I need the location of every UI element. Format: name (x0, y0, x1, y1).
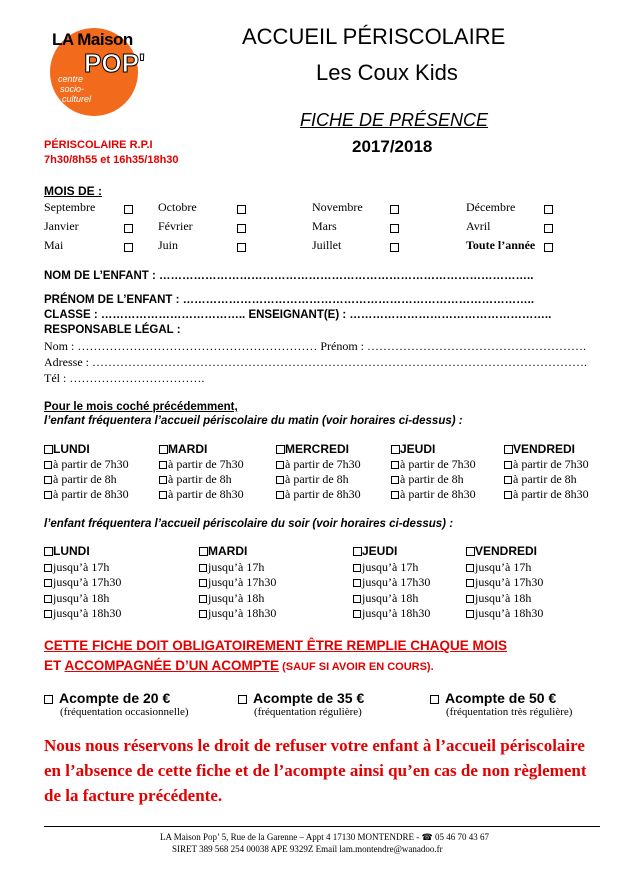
time-checkbox[interactable] (44, 564, 52, 572)
logo-sub2: socio- (60, 84, 85, 94)
time-checkbox[interactable] (391, 491, 399, 499)
school-year: 2017/2018 (352, 137, 433, 156)
time-checkbox[interactable] (44, 491, 52, 499)
time-option: à partir de 7h30 (168, 457, 244, 471)
time-option: jusqu’à 17h (53, 559, 110, 574)
time-checkbox[interactable] (504, 476, 512, 484)
footer-divider (44, 826, 600, 827)
time-checkbox[interactable] (159, 461, 167, 469)
time-option: jusqu’à 17h30 (208, 575, 277, 589)
day-label: VENDREDI (513, 442, 576, 456)
time-option: jusqu’à 18h (475, 590, 532, 605)
time-option: à partir de 7h30 (53, 457, 129, 471)
page-title: ACCUEIL PÉRISCOLAIRE (242, 24, 506, 49)
time-option: à partir de 8h (400, 472, 464, 486)
day-checkbox[interactable] (466, 547, 475, 556)
month-label: Mai (44, 238, 64, 252)
time-option: jusqu’à 17h (208, 559, 265, 574)
time-checkbox[interactable] (276, 461, 284, 469)
time-option: jusqu’à 17h30 (53, 575, 122, 589)
day-label: LUNDI (53, 544, 90, 558)
acompte-note: (fréquentation régulière) (254, 706, 362, 718)
legal-guardian-label: RESPONSABLE LÉGAL : (44, 324, 181, 336)
time-option: jusqu’à 18h (362, 590, 419, 605)
acompte-note: (fréquentation occasionnelle) (60, 706, 189, 718)
time-checkbox[interactable] (199, 610, 207, 618)
time-checkbox[interactable] (391, 476, 399, 484)
month-label: Février (158, 219, 193, 233)
month-checkbox[interactable] (237, 224, 246, 233)
day-label: LUNDI (53, 442, 90, 456)
time-checkbox[interactable] (159, 476, 167, 484)
time-option: à partir de 7h30 (285, 457, 361, 471)
time-option: jusqu’à 18h30 (208, 606, 277, 620)
month-label: Juin (158, 238, 179, 252)
child-firstname-field[interactable]: PRÉNOM DE L’ENFANT : ……………………………………………………………………………….. (44, 294, 535, 306)
logo-line1: LA Maison (52, 30, 133, 49)
notice-part: (SAUF SI AVOIR EN COURS). (279, 661, 434, 673)
address-field[interactable]: Adresse : ……………………………………………………………………………………………………………. (44, 355, 587, 369)
time-option: jusqu’à 18h30 (475, 606, 544, 620)
time-checkbox[interactable] (159, 491, 167, 499)
acompte-option[interactable] (44, 690, 244, 718)
footer-siret: SIRET 389 568 254 00038 APE 9329Z Email lam.montendre@wanadoo.fr (172, 844, 443, 854)
day-checkbox[interactable] (159, 445, 168, 454)
time-option: à partir de 7h30 (513, 457, 589, 471)
acompte-option[interactable] (430, 690, 630, 718)
time-checkbox[interactable] (466, 579, 474, 587)
day-label: JEUDI (400, 442, 436, 456)
day-checkbox[interactable] (353, 547, 362, 556)
time-option: jusqu’à 17h (475, 559, 532, 574)
time-option: à partir de 8h (513, 472, 577, 486)
month-checkbox[interactable] (124, 243, 133, 252)
time-option: à partir de 8h (168, 472, 232, 486)
time-option: à partir de 8h30 (400, 487, 476, 501)
time-checkbox[interactable] (353, 579, 361, 587)
form-title: FICHE DE PRÉSENCE (300, 110, 489, 130)
time-checkbox[interactable] (504, 461, 512, 469)
month-label: Décembre (466, 200, 516, 214)
time-checkbox[interactable] (353, 595, 361, 603)
time-checkbox[interactable] (199, 595, 207, 603)
time-option: jusqu’à 18h (208, 590, 265, 605)
time-option: à partir de 8h30 (513, 487, 589, 501)
time-checkbox[interactable] (199, 564, 207, 572)
logo-line2: POP' (84, 48, 146, 78)
time-option: jusqu’à 17h30 (362, 575, 431, 589)
footer-address: LA Maison Pop’ 5, Rue de la Garenne – Appt 4 17130 MONTENDRE - ☎ 05 46 70 43 67 (160, 832, 490, 842)
time-checkbox[interactable] (466, 610, 474, 618)
time-option: jusqu’à 18h30 (53, 606, 122, 620)
child-name-field[interactable]: NOM DE L’ENFANT : …………………………………………………………………………………….. (44, 270, 534, 282)
month-checkbox[interactable] (544, 205, 553, 214)
time-option: jusqu’à 18h30 (362, 606, 431, 620)
time-checkbox[interactable] (504, 491, 512, 499)
acompte-note: (fréquentation très régulière) (446, 706, 573, 718)
day-label: JEUDI (362, 544, 398, 558)
refusal-warning: Nous nous réservons le droit de refuser votre enfant à l’accueil périscolaire en l’absence de cette fiche et de l’acompte ainsi qu’en cas de non règlement de la facture précédente. (44, 736, 587, 805)
evening-subtitle: l’enfant fréquentera l’accueil périscolaire du soir (voir horaires ci-dessus) : (44, 518, 454, 530)
month-checkbox[interactable] (390, 243, 399, 252)
time-checkbox[interactable] (466, 564, 474, 572)
acompte-checkbox[interactable] (430, 695, 439, 704)
mandatory-notice (44, 636, 604, 677)
time-option: à partir de 8h (285, 472, 349, 486)
month-checkbox[interactable] (237, 205, 246, 214)
acompte-option[interactable] (238, 690, 438, 718)
day-checkbox[interactable] (44, 547, 53, 556)
acompte-label: Acompte de 50 € (445, 690, 557, 706)
month-checkbox[interactable] (124, 224, 133, 233)
time-checkbox[interactable] (44, 476, 52, 484)
month-label: Avril (466, 219, 491, 233)
month-checkbox[interactable] (390, 205, 399, 214)
day-checkbox[interactable] (504, 445, 513, 454)
time-option: à partir de 8h30 (53, 487, 129, 501)
page-subtitle: Les Coux Kids (316, 60, 458, 85)
month-checkbox[interactable] (544, 224, 553, 233)
month-checkbox[interactable] (237, 243, 246, 252)
time-option: à partir de 8h (53, 472, 117, 486)
time-checkbox[interactable] (276, 491, 284, 499)
time-checkbox[interactable] (44, 461, 52, 469)
time-checkbox[interactable] (276, 476, 284, 484)
acompte-checkbox[interactable] (238, 695, 247, 704)
phone-field[interactable]: Tél : ……………………………. (44, 371, 205, 385)
time-checkbox[interactable] (44, 579, 52, 587)
time-checkbox[interactable] (353, 564, 361, 572)
day-checkbox[interactable] (276, 445, 285, 454)
notice-part: ET (44, 658, 65, 673)
day-label: MARDI (208, 544, 248, 558)
month-checkbox[interactable] (544, 243, 553, 252)
notice-part: CETTE FICHE DOIT OBLIGATOIREMENT ÊTRE REMPLIE CHAQUE (44, 638, 473, 653)
acompte-label: Acompte de 35 € (253, 690, 365, 706)
month-checkbox[interactable] (124, 205, 133, 214)
time-option: à partir de 8h30 (285, 487, 361, 501)
time-option: jusqu’à 17h30 (475, 575, 544, 589)
periscolaire-label: PÉRISCOLAIRE R.P.I (44, 139, 153, 151)
month-label: Toute l’année (466, 238, 536, 252)
logo-sub3: culturel (62, 94, 92, 104)
logo (46, 22, 146, 118)
day-label: MARDI (168, 442, 208, 456)
time-checkbox[interactable] (466, 595, 474, 603)
time-option: à partir de 8h30 (168, 487, 244, 501)
day-label: MERCREDI (285, 442, 350, 456)
months-label: MOIS DE : (44, 184, 103, 198)
notice-part: ACCOMPAGNÉE D’UN ACOMPTE (64, 658, 280, 673)
time-option: jusqu’à 18h (53, 590, 110, 605)
month-checkbox[interactable] (390, 224, 399, 233)
acompte-checkbox[interactable] (44, 695, 53, 704)
time-checkbox[interactable] (199, 579, 207, 587)
day-checkbox[interactable] (391, 445, 400, 454)
acompte-label: Acompte de 20 € (59, 690, 171, 706)
periscolaire-hours: 7h30/8h55 et 16h35/18h30 (44, 154, 179, 166)
morning-intro: Pour le mois coché précédemment, (44, 401, 238, 413)
time-checkbox[interactable] (44, 610, 52, 618)
day-checkbox[interactable] (44, 445, 53, 454)
guardian-name-field[interactable]: Nom : …………………………………………………… Prénom : ………………………………………………. (44, 339, 586, 353)
morning-subtitle: l’enfant fréquentera l’accueil périscolaire du matin (voir horaires ci-dessus) : (44, 415, 463, 427)
month-label: Juillet (312, 238, 342, 252)
month-label: Octobre (158, 200, 197, 214)
time-option: jusqu’à 17h (362, 559, 419, 574)
time-option: à partir de 7h30 (400, 457, 476, 471)
logo-sub1: centre (58, 74, 84, 84)
month-label: Janvier (44, 219, 79, 233)
time-checkbox[interactable] (391, 461, 399, 469)
month-label: Septembre (44, 200, 96, 214)
day-label: VENDREDI (475, 544, 538, 558)
notice-part: MOIS (472, 638, 508, 653)
month-label: Novembre (312, 200, 363, 214)
time-checkbox[interactable] (44, 595, 52, 603)
time-checkbox[interactable] (353, 610, 361, 618)
class-teacher-field[interactable]: CLASSE : ……………………………….. ENSEIGNANT(E) : …………………………………………….. (44, 309, 552, 321)
day-checkbox[interactable] (199, 547, 208, 556)
month-label: Mars (312, 219, 337, 233)
